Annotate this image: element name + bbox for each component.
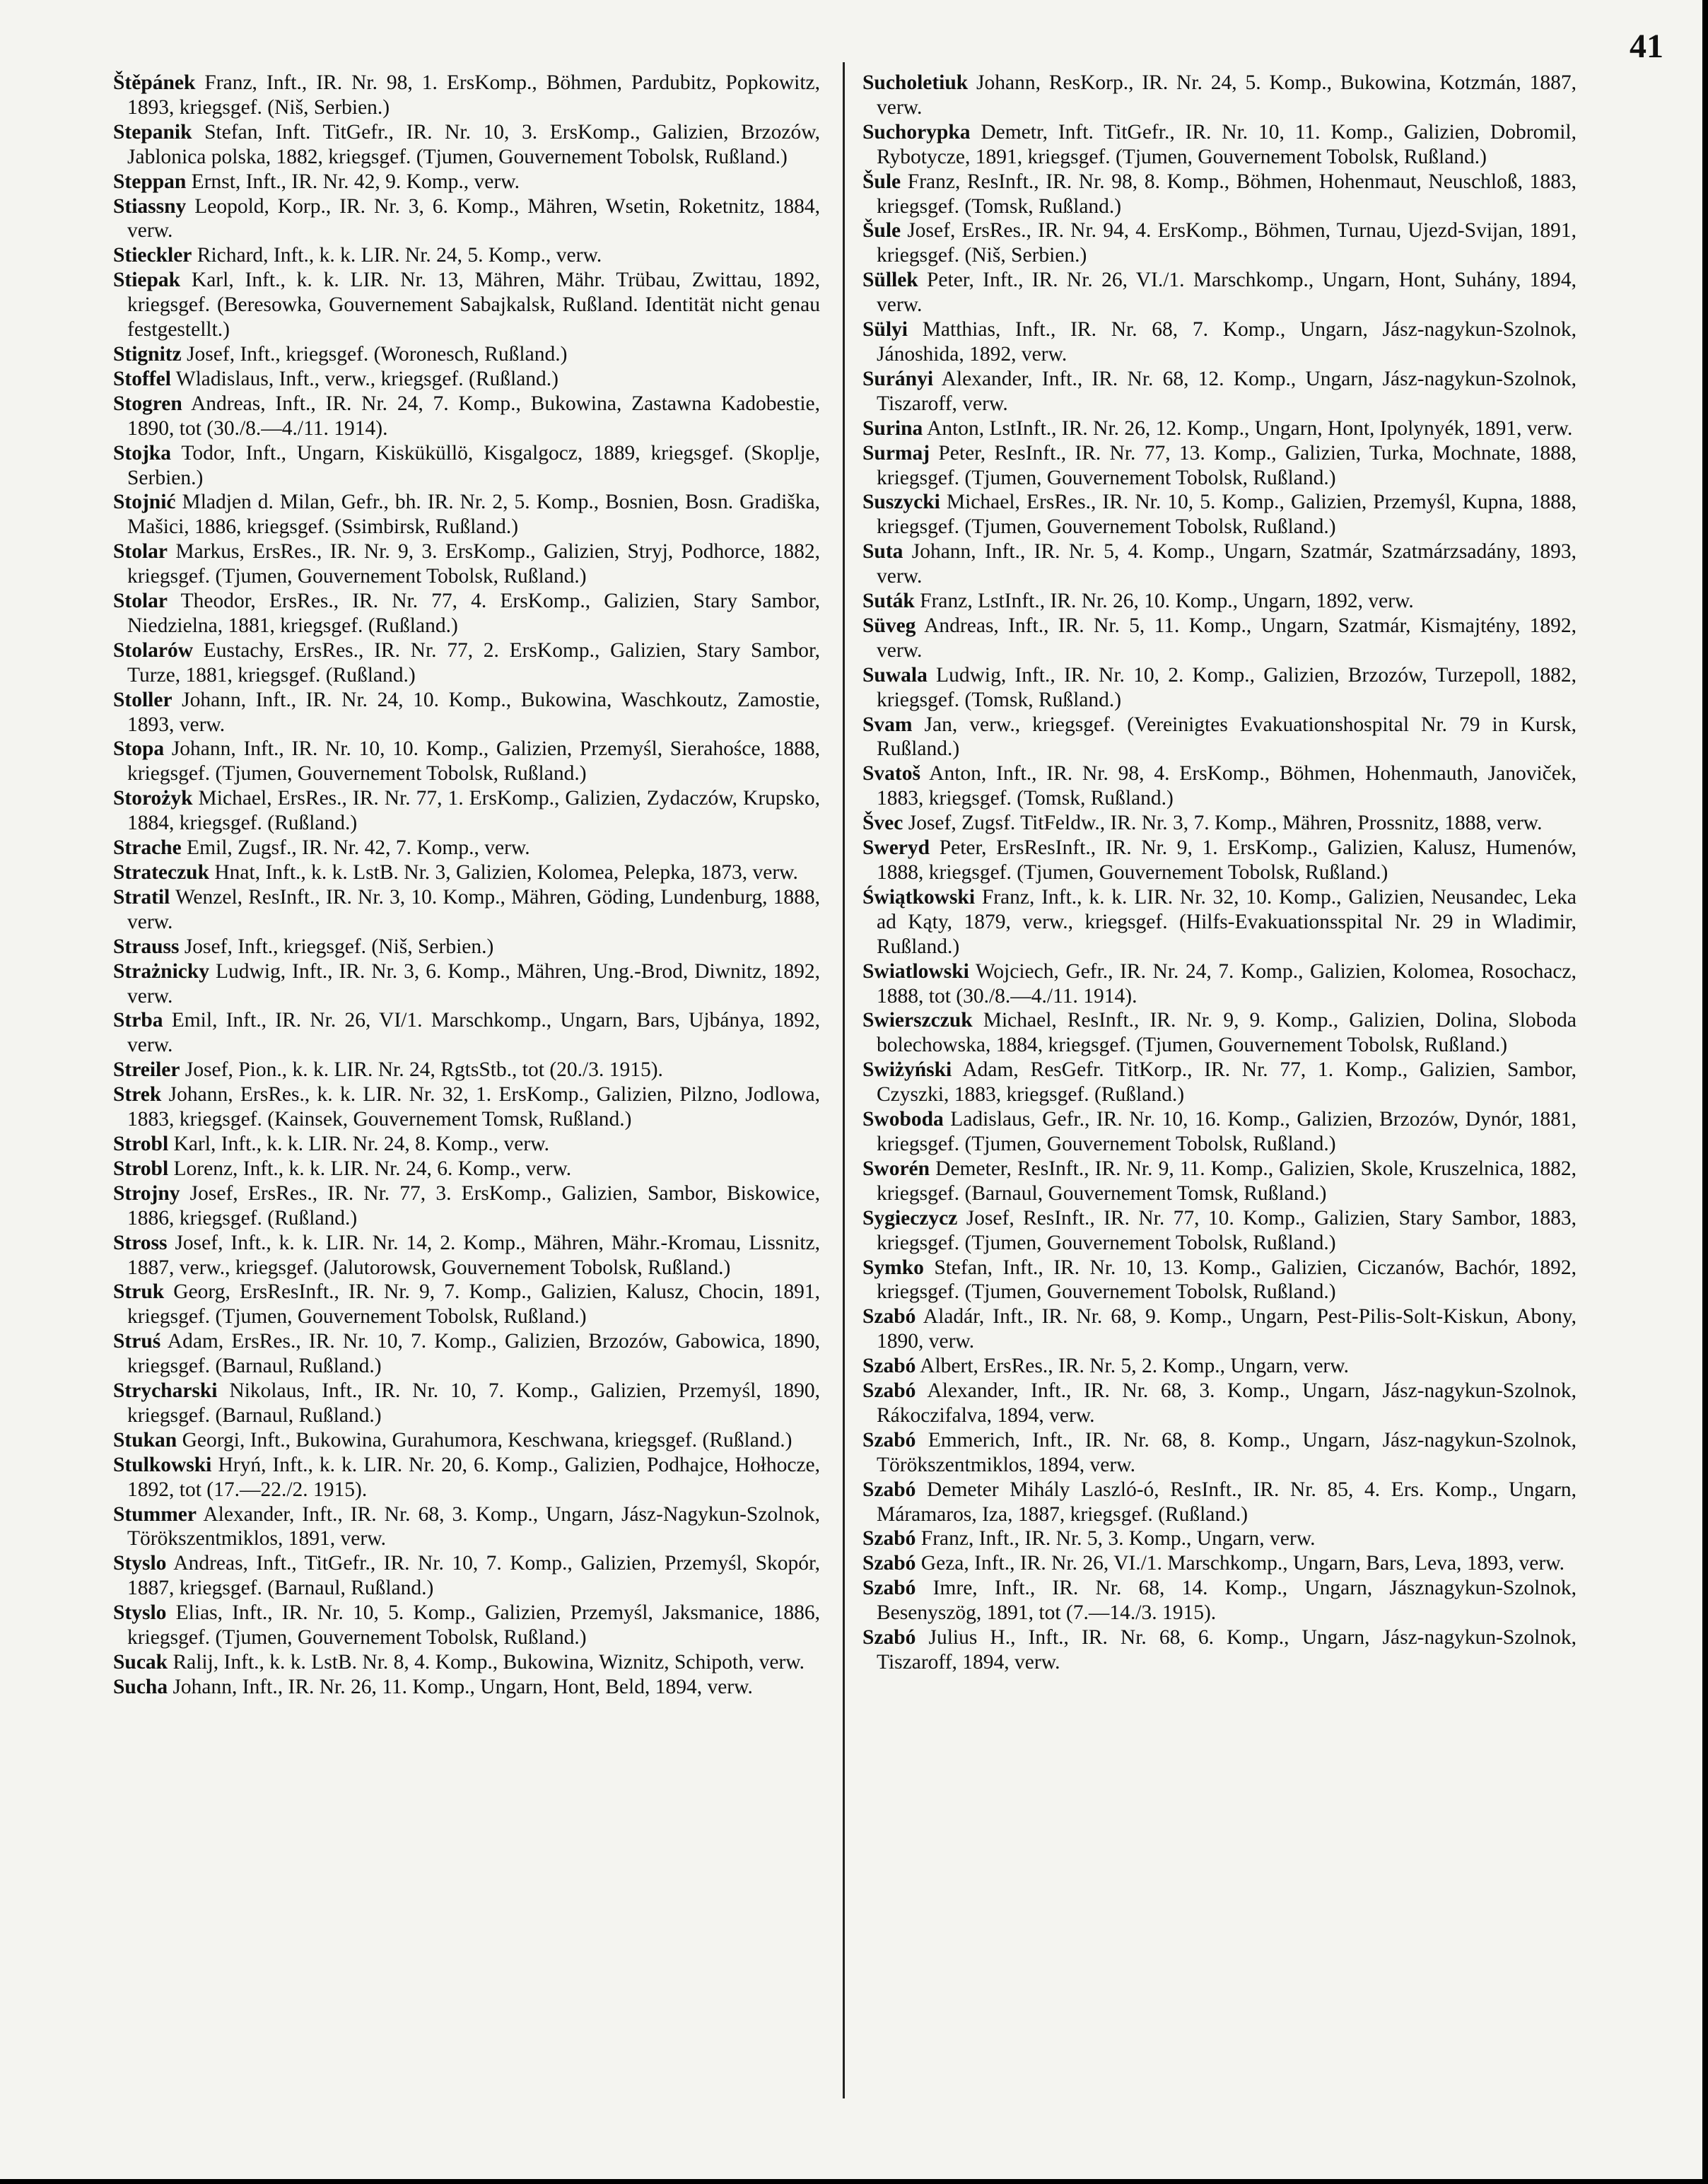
entry-surname: Suwala [862,663,928,687]
entry-details: Hnat, Inft., k. k. LstB. Nr. 3, Galizien, Kolomea, Pelepka, 1873, verw. [214,861,798,884]
list-entry [862,1379,1577,1428]
list-entry [862,367,1577,416]
entry-surname: Szabó [862,1552,916,1575]
list-entry [113,194,820,244]
entry-surname: Struk [113,1280,165,1304]
entry-details: Johann, Inft., IR. Nr. 24, 10. Komp., Bukowina, Waschkoutz, Zamostie, 1893, verw. [127,688,820,736]
entry-surname: Surina [862,416,923,440]
list-entry [113,589,820,638]
list-entry [113,170,820,194]
entry-surname: Stoller [113,688,172,711]
entry-details: Leopold, Korp., IR. Nr. 3, 6. Komp., Mähren, Wsetin, Roketnitz, 1884, verw. [127,194,821,243]
entry-details: Nikolaus, Inft., IR. Nr. 10, 7. Komp., Galizien, Przemyśl, 1890, kriegsgef. (Barnaul, Rußland.) [127,1379,821,1427]
entry-details: Johann, ErsRes., k. k. LIR. Nr. 32, 1. ErsKomp., Galizien, Pilzno, Jodlowa, 1883, kriegsgef. (Kainsek, Gouvernement Tomsk, Rußland.) [127,1083,820,1131]
list-entry [862,663,1577,713]
entry-surname: Stoffel [113,367,171,390]
entry-surname: Styslo [113,1601,167,1625]
entry-details: Josef, Inft., kriegsgef. (Woronesch, Rußland.) [187,342,568,366]
list-entry [862,317,1577,367]
list-entry [113,342,820,367]
list-entry [113,638,820,688]
entry-surname: Švec [862,812,903,835]
entry-surname: Stross [113,1231,168,1254]
column-divider [843,62,845,2098]
entry-details: Johann, Inft., IR. Nr. 26, 11. Komp., Ungarn, Hont, Beld, 1894, verw. [172,1675,753,1698]
entry-surname: Šule [862,219,901,243]
list-entry [113,737,820,786]
entry-surname: Szabó [862,1527,916,1551]
entry-surname: Stojka [113,441,171,465]
list-entry [113,120,820,170]
list-entry [862,589,1577,614]
entry-surname: Swoboda [862,1108,944,1131]
entry-details: Matthias, Inft., IR. Nr. 68, 7. Komp., Ungarn, Jász-nagykun-Szolnok, Jánoshida, 1892, verw. [877,318,1577,366]
list-entry [862,1107,1577,1157]
entry-surname: Świątkowski [862,885,976,909]
entry-surname: Symko [862,1256,924,1279]
entry-details: Josef, Zugsf. TitFeldw., IR. Nr. 3, 7. Komp., Mähren, Prossnitz, 1888, verw. [908,812,1543,835]
entry-surname: Strażnicky [113,959,210,983]
entry-details: Aladár, Inft., IR. Nr. 68, 9. Komp., Ungarn, Pest-Pilis-Solt-Kiskun, Abony, 1890, verw. [877,1305,1577,1353]
entry-details: Karl, Inft., k. k. LIR. Nr. 13, Mähren, Mähr. Trübau, Zwittau, 1892, kriegsgef. (Beresowka, Gouvernement Sabajkalsk, Rußland. Identität nicht genau festgestellt.) [127,269,821,341]
entry-details: Peter, ErsResInft., IR. Nr. 9, 1. ErsKomp., Galizien, Kalusz, Humenów, 1888, kriegsgef. (Tjumen, Gouvernement Tobolsk, Rußland.) [877,836,1577,884]
list-entry [113,1008,820,1058]
entry-details: Josef, Pion., k. k. LIR. Nr. 24, RgtsStb., tot (20./3. 1915). [185,1058,663,1082]
entry-details: Jan, verw., kriegsgef. (Vereinigtes Evakuationshospital Nr. 79 in Kursk, Rußland.) [877,713,1577,761]
list-entry [113,71,820,120]
entry-surname: Stiepak [113,269,181,292]
entry-surname: Szabó [862,1626,916,1649]
list-entry [862,71,1577,120]
entry-surname: Sworén [862,1157,930,1180]
entry-details: Franz, LstInft., IR. Nr. 26, 10. Komp., Ungarn, 1892, verw. [920,590,1414,613]
entry-surname: Szabó [862,1379,916,1403]
list-entry [113,1231,820,1280]
entry-surname: Strek [113,1083,162,1106]
list-entry [113,1502,820,1552]
list-entry [113,539,820,589]
entry-surname: Sweryd [862,836,930,860]
entry-surname: Suták [862,590,915,613]
list-entry [113,1428,820,1453]
list-entry [113,441,820,491]
list-entry [113,836,820,860]
entry-details: Ernst, Inft., IR. Nr. 42, 9. Komp., verw. [191,170,520,193]
list-entry [862,811,1577,836]
list-entry [862,1526,1577,1551]
list-entry [862,490,1577,539]
list-entry [113,392,820,441]
entry-details: Demeter, ResInft., IR. Nr. 9, 11. Komp., Galizien, Skole, Kruszelnica, 1882, kriegsgef. (Barnaul, Gouvernement Tomsk, Rußland.) [877,1157,1577,1205]
entry-details: Josef, Inft., kriegsgef. (Niš, Serbien.) [184,935,494,958]
entry-details: Josef, ResInft., IR. Nr. 77, 10. Komp., Galizien, Stary Sambor, 1883, kriegsgef. (Tjumen, Gouvernement Tobolsk, Rußland.) [877,1206,1577,1254]
list-entry [862,268,1577,317]
entry-surname: Stepanik [113,120,192,144]
entry-surname: Struś [113,1330,161,1353]
entry-surname: Stolar [113,590,168,613]
list-entry [862,713,1577,762]
entry-surname: Stukan [113,1428,177,1452]
list-entry [862,1206,1577,1256]
entry-details: Josef, ErsRes., IR. Nr. 77, 3. ErsKomp., Galizien, Sambor, Biskowice, 1886, kriegsgef. (Rußland.) [127,1181,820,1230]
list-entry [113,1379,820,1428]
entry-details: Demetr, Inft. TitGefr., IR. Nr. 10, 11. Komp., Galizien, Dobromil, Rybotycze, 1891, kriegsgef. (Tjumen, Gouvernement Tobolsk, Rußland.) [877,120,1577,168]
entry-details: Josef, ErsRes., IR. Nr. 94, 4. ErsKomp., Böhmen, Turnau, Ujezd-Svijan, 1891, kriegsgef. (Niš, Serbien.) [877,219,1577,267]
list-entry [113,1058,820,1082]
entry-surname: Swiżyński [862,1058,952,1082]
list-entry [862,614,1577,663]
entry-details: Stefan, Inft. TitGefr., IR. Nr. 10, 3. ErsKomp., Galizien, Brzozów, Jablonica polska, 1882, kriegsgef. (Tjumen, Gouvernement Tobolsk, Rußland.) [127,120,821,168]
entry-surname: Suta [862,540,903,563]
entry-details: Imre, Inft., IR. Nr. 68, 14. Komp., Ungarn, Jásznagykun-Szolnok, Besenyszög, 1891, tot (7.—14./3. 1915). [877,1577,1577,1625]
entry-details: Michael, ErsRes., IR. Nr. 77, 1. ErsKomp., Galizien, Zydaczów, Krupsko, 1884, kriegsgef. (Rußland.) [127,787,820,835]
page-number: 41 [1630,28,1663,65]
entry-surname: Sucak [113,1651,168,1674]
list-entry [113,1082,820,1132]
entry-details: Hryń, Inft., k. k. LIR. Nr. 20, 6. Komp., Galizien, Podhajce, Hołhocze, 1892, tot (17.—22./2. 1915). [127,1453,821,1501]
entry-surname: Svam [862,713,913,736]
entry-details: Peter, ResInft., IR. Nr. 77, 13. Komp., Galizien, Turka, Mochnate, 1888, kriegsgef. (Tjumen, Gouvernement Tobolsk, Rußland.) [877,441,1577,489]
entry-details: Wladislaus, Inft., verw., kriegsgef. (Rußland.) [175,367,558,390]
list-entry [113,1453,820,1502]
entry-surname: Streiler [113,1058,180,1082]
entry-details: Andreas, Inft., TitGefr., IR. Nr. 10, 7. Komp., Galizien, Przemyśl, Skopór, 1887, kriegsgef. (Barnaul, Rußland.) [127,1552,820,1600]
list-entry [862,1354,1577,1379]
list-entry [862,885,1577,959]
entry-details: Demeter Mihály Laszló-ó, ResInft., IR. Nr. 85, 4. Ers. Komp., Ungarn, Máramaros, Iza, 1887, kriegsgef. (Rußland.) [877,1478,1577,1526]
list-entry [862,1551,1577,1576]
entry-surname: Strycharski [113,1379,218,1403]
entry-details: Anton, LstInft., IR. Nr. 26, 12. Komp., Ungarn, Hont, Ipolynyék, 1891, verw. [927,416,1573,440]
entry-surname: Stieckler [113,244,192,267]
list-entry [113,935,820,959]
entry-details: Andreas, Inft., IR. Nr. 5, 11. Komp., Ungarn, Szatmár, Kismajtény, 1892, verw. [877,614,1577,662]
entry-details: Ladislaus, Gefr., IR. Nr. 10, 16. Komp., Galizien, Brzozów, Dynór, 1881, kriegsgef. (Tjumen, Gouvernement Tobolsk, Rußland.) [877,1108,1577,1155]
entry-details: Mladjen d. Milan, Gefr., bh. IR. Nr. 2, 5. Komp., Bosnien, Bosn. Gradiška, Mašici, 1886, kriegsgef. (Ssimbirsk, Rußland.) [127,491,820,539]
right-column [862,71,1577,1675]
left-column [113,71,820,1700]
list-entry [113,885,820,935]
entry-details: Albert, ErsRes., IR. Nr. 5, 2. Komp., Ungarn, verw. [920,1355,1350,1378]
entry-surname: Sucha [113,1675,168,1698]
list-entry [862,218,1577,268]
entry-details: Lorenz, Inft., k. k. LIR. Nr. 24, 6. Komp., verw. [173,1157,572,1180]
entry-details: Franz, ResInft., IR. Nr. 98, 8. Komp., Böhmen, Hohenmaut, Neuschloß, 1883, kriegsgef. (Tomsk, Rußland.) [877,170,1577,218]
list-entry [862,1304,1577,1354]
entry-surname: Strauss [113,935,180,958]
entry-surname: Szabó [862,1305,916,1328]
entry-surname: Storożyk [113,787,193,810]
list-entry [862,1625,1577,1675]
entry-details: Ralij, Inft., k. k. LstB. Nr. 8, 4. Komp., Bukowina, Wiznitz, Schipoth, verw. [172,1651,805,1674]
entry-surname: Stopa [113,737,165,761]
list-entry [862,441,1577,491]
list-entry [862,416,1577,441]
entry-details: Franz, Inft., k. k. LIR. Nr. 32, 10. Komp., Galizien, Neusandec, Leka ad Kąty, 1879, verw., kriegsgef. (Hilfs-Evakuationsspital Nr. 29 in Wladimir, Rußland.) [877,885,1577,958]
entry-surname: Strobl [113,1132,169,1155]
list-entry [113,1675,820,1700]
entry-details: Eustachy, ErsRes., IR. Nr. 77, 2. ErsKomp., Galizien, Stary Sambor, Turze, 1881, kriegsgef. (Rußland.) [127,638,821,687]
entry-details: Johann, Inft., IR. Nr. 5, 4. Komp., Ungarn, Szatmár, Szatmárzsadány, 1893, verw. [877,540,1577,588]
entry-surname: Süllek [862,269,918,292]
entry-surname: Stolarów [113,638,194,662]
list-entry [862,1256,1577,1305]
list-entry [113,1551,820,1601]
entry-surname: Stulkowski [113,1453,212,1476]
entry-details: Peter, Inft., IR. Nr. 26, VI./1. Marschkomp., Ungarn, Hont, Suhány, 1894, verw. [877,269,1577,317]
entry-surname: Stummer [113,1502,197,1526]
entry-details: Andreas, Inft., IR. Nr. 24, 7. Komp., Bukowina, Zastawna Kadobestie, 1890, tot (30./8.—4./11. 1914). [127,392,820,440]
list-entry [862,1478,1577,1527]
list-entry [862,1157,1577,1206]
entry-surname: Šule [862,170,901,193]
list-entry [113,1157,820,1181]
entry-details: Michael, ResInft., IR. Nr. 9, 9. Komp., Galizien, Dolina, Sloboda bolechowska, 1884, kriegsgef. (Tjumen, Gouvernement Tobolsk, Rußland.) [877,1009,1577,1057]
entry-details: Franz, Inft., IR. Nr. 98, 1. ErsKomp., Böhmen, Pardubitz, Popkowitz, 1893, kriegsgef. (Niš, Serbien.) [127,71,820,119]
list-entry [862,1576,1577,1625]
entry-surname: Sygieczycz [862,1206,958,1230]
entry-details: Karl, Inft., k. k. LIR. Nr. 24, 8. Komp., verw. [173,1132,549,1155]
entry-surname: Surányi [862,367,934,390]
entry-surname: Stolar [113,540,168,563]
entry-details: Ludwig, Inft., IR. Nr. 10, 2. Komp., Galizien, Brzozów, Turzepoll, 1882, kriegsgef. (Tomsk, Rußland.) [877,663,1577,711]
entry-details: Michael, ErsRes., IR. Nr. 10, 5. Komp., Galizien, Przemyśl, Kupna, 1888, kriegsgef. (Tjumen, Gouvernement Tobolsk, Rußland.) [877,491,1577,539]
entry-details: Wenzel, ResInft., IR. Nr. 3, 10. Komp., Mähren, Göding, Lundenburg, 1888, verw. [127,885,820,933]
list-entry [862,170,1577,219]
entry-surname: Sülyi [862,318,908,341]
entry-surname: Strba [113,1009,163,1032]
entry-details: Alexander, Inft., IR. Nr. 68, 12. Komp., Ungarn, Jász-nagykun-Szolnok, Tiszaroff, verw. [877,367,1577,415]
entry-details: Alexander, Inft., IR. Nr. 68, 3. Komp., Ungarn, Jász-nagykun-Szolnok, Rákoczifalva, 1894, verw. [877,1379,1577,1427]
entry-details: Wojciech, Gefr., IR. Nr. 24, 7. Komp., Galizien, Kolomea, Rosochacz, 1888, tot (30./8.—4./11. 1914). [877,959,1577,1008]
entry-surname: Surmaj [862,441,930,465]
list-entry [113,959,820,1009]
entry-surname: Stiassny [113,194,187,218]
entry-surname: Swiatlowski [862,959,969,983]
entry-surname: Szabó [862,1478,916,1501]
list-entry [113,1132,820,1157]
entry-details: Georg, ErsResInft., IR. Nr. 9, 7. Komp., Galizien, Kalusz, Chocin, 1891, kriegsgef. (Tjumen, Gouvernement Tobolsk, Rußland.) [127,1280,820,1328]
list-entry [113,268,820,342]
entry-details: Markus, ErsRes., IR. Nr. 9, 3. ErsKomp., Galizien, Stryj, Podhorce, 1882, kriegsgef. (Tjumen, Gouvernement Tobolsk, Rußland.) [127,540,820,588]
list-entry [113,1329,820,1379]
entry-surname: Szabó [862,1355,916,1378]
entry-details: Ludwig, Inft., IR. Nr. 3, 6. Komp., Mähren, Ung.-Brod, Diwnitz, 1892, verw. [127,959,821,1008]
list-entry [862,1428,1577,1478]
entry-surname: Steppan [113,170,187,193]
entry-details: Emil, Zugsf., IR. Nr. 42, 7. Komp., verw. [187,836,530,860]
entry-details: Anton, Inft., IR. Nr. 98, 4. ErsKomp., Böhmen, Hohenmauth, Janoviček, 1883, kriegsgef. (Tomsk, Rußland.) [877,762,1577,810]
list-entry [113,786,820,836]
list-entry [113,1601,820,1650]
entry-details: Georgi, Inft., Bukowina, Gurahumora, Keschwana, kriegsgef. (Rußland.) [182,1428,792,1452]
entry-surname: Swierszczuk [862,1009,973,1032]
list-entry [113,1650,820,1675]
entry-surname: Štěpánek [113,71,196,94]
entry-details: Adam, ResGefr. TitKorp., IR. Nr. 77, 1. Komp., Galizien, Sambor, Czyszki, 1883, kriegsgef. (Rußland.) [877,1058,1577,1106]
entry-surname: Szabó [862,1577,916,1600]
list-entry [113,688,820,737]
entry-surname: Süveg [862,614,916,637]
entry-surname: Strojny [113,1181,180,1205]
list-entry [862,1058,1577,1107]
entry-surname: Stratil [113,885,170,909]
entry-surname: Stojnić [113,491,176,514]
entry-surname: Sucholetiuk [862,71,969,94]
entry-surname: Suszycki [862,491,940,514]
list-entry [862,1008,1577,1058]
list-entry [862,959,1577,1009]
entry-surname: Suchorypka [862,120,971,144]
list-entry [113,490,820,539]
entry-surname: Stignitz [113,342,182,366]
entry-details: Alexander, Inft., IR. Nr. 68, 3. Komp., Ungarn, Jász-Nagykun-Szolnok, Törökszentmiklos, 1891, verw. [127,1502,820,1551]
entry-details: Johann, Inft., IR. Nr. 10, 10. Komp., Galizien, Przemyśl, Sierahośce, 1888, kriegsgef. (Tjumen, Gouvernement Tobolsk, Rußland.) [127,737,820,786]
entry-details: Johann, ResKorp., IR. Nr. 24, 5. Komp., Bukowina, Kotzmán, 1887, verw. [877,71,1577,119]
list-entry [862,120,1577,170]
entry-details: Emmerich, Inft., IR. Nr. 68, 8. Komp., Ungarn, Jász-nagykun-Szolnok, Törökszentmiklos, 1894, verw. [877,1428,1577,1476]
entry-surname: Styslo [113,1552,167,1575]
entry-details: Stefan, Inft., IR. Nr. 10, 13. Komp., Galizien, Ciczanów, Bachór, 1892, kriegsgef. (Tjumen, Gouvernement Tobolsk, Rußland.) [877,1256,1577,1304]
entry-details: Richard, Inft., k. k. LIR. Nr. 24, 5. Komp., verw. [197,244,602,267]
entry-surname: Strache [113,836,182,860]
entry-details: Geza, Inft., IR. Nr. 26, VI./1. Marschkomp., Ungarn, Bars, Leva, 1893, verw. [920,1552,1564,1575]
list-entry [862,836,1577,885]
entry-surname: Strobl [113,1157,169,1180]
entry-surname: Svatoš [862,762,920,786]
entry-details: Elias, Inft., IR. Nr. 10, 5. Komp., Galizien, Przemyśl, Jaksmanice, 1886, kriegsgef. (Tjumen, Gouvernement Tobolsk, Rußland.) [127,1601,821,1649]
list-entry [113,1280,820,1329]
entry-surname: Strateczuk [113,861,209,884]
list-entry [862,539,1577,589]
list-entry [113,243,820,268]
list-entry [113,860,820,885]
entry-details: Adam, ErsRes., IR. Nr. 10, 7. Komp., Galizien, Brzozów, Gabowica, 1890, kriegsgef. (Barnaul, Rußland.) [127,1330,821,1378]
entry-details: Franz, Inft., IR. Nr. 5, 3. Komp., Ungarn, verw. [920,1527,1316,1551]
list-entry [113,367,820,392]
entry-details: Josef, Inft., k. k. LIR. Nr. 14, 2. Komp., Mähren, Mähr.-Kromau, Lissnitz, 1887, verw., kriegsgef. (Jalutorowsk, Gouvernement Tobolsk, Rußland.) [127,1231,821,1279]
entry-details: Theodor, ErsRes., IR. Nr. 77, 4. ErsKomp., Galizien, Stary Sambor, Niedzielna, 1881, kriegsgef. (Rußland.) [127,590,820,637]
entry-details: Todor, Inft., Ungarn, Kisküküllö, Kisgalgocz, 1889, kriegsgef. (Skoplje, Serbien.) [127,441,820,489]
entry-surname: Stogren [113,392,182,415]
entry-details: Emil, Inft., IR. Nr. 26, VI/1. Marschkomp., Ungarn, Bars, Ujbánya, 1892, verw. [127,1009,820,1057]
list-entry [862,761,1577,811]
entry-details: Julius H., Inft., IR. Nr. 68, 6. Komp., Ungarn, Jász-nagykun-Szolnok, Tiszaroff, 1894, verw. [877,1626,1577,1674]
entry-surname: Szabó [862,1428,916,1452]
list-entry [113,1181,820,1231]
